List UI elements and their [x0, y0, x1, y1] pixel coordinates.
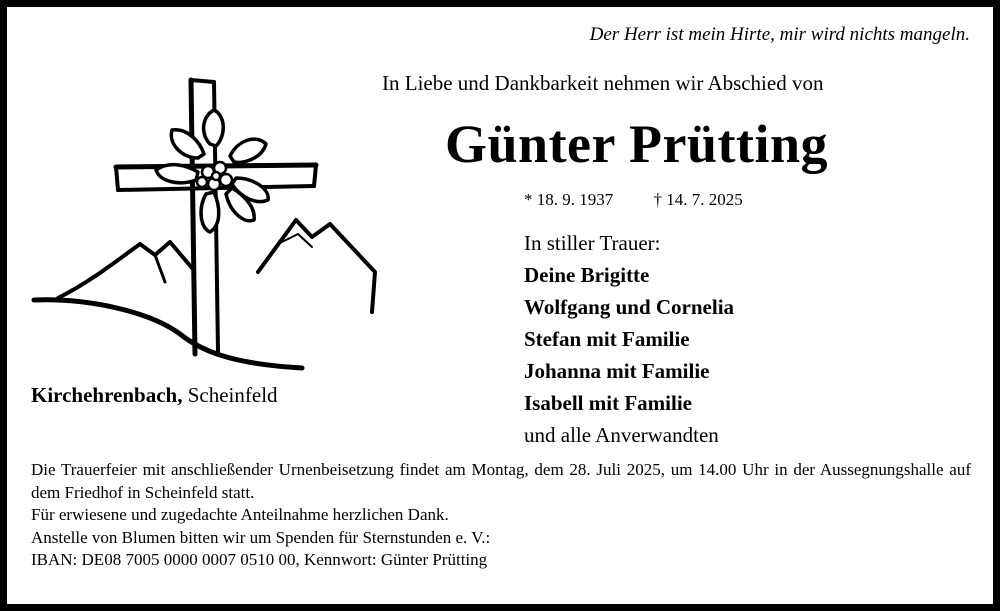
deceased-name: Günter Prütting	[445, 114, 828, 174]
mourner-name: Isabell mit Familie	[524, 391, 692, 415]
birth-date: * 18. 9. 1937	[524, 190, 614, 209]
intro-text: In Liebe und Dankbarkeit nehmen wir Abschied von	[382, 71, 824, 95]
motto: Der Herr ist mein Hirte, mir wird nichts mangeln.	[589, 24, 970, 45]
notice-line: IBAN: DE08 7005 0000 0007 0510 00, Kennwort: Günter Prütting	[31, 550, 488, 569]
place-primary: Kirchehrenbach,	[31, 383, 183, 407]
mourner-name: Wolfgang und Cornelia	[524, 295, 735, 319]
death-date: † 14. 7. 2025	[653, 190, 743, 209]
mourner-name: Stefan mit Familie	[524, 327, 690, 351]
place-secondary: Scheinfeld	[187, 383, 278, 407]
place-line	[31, 383, 278, 408]
mourner-name: Johanna mit Familie	[524, 359, 710, 383]
mourners-block	[524, 227, 734, 451]
notice-line: Für erwiesene und zugedachte Anteilnahme herzlichen Dank.	[31, 505, 449, 524]
mourner-name: Deine Brigitte	[524, 263, 650, 287]
mourners-closing: und alle Anverwandten	[524, 423, 719, 447]
funeral-notice	[31, 459, 971, 572]
cross-edelweiss-mountains-icon	[30, 72, 380, 377]
mourners-heading: In stiller Trauer:	[524, 231, 661, 255]
life-dates	[524, 190, 743, 210]
notice-line: Die Trauerfeier mit anschließender Urnenbeisetzung findet am Montag, dem 28. Juli 2025, um 14.00 Uhr in der Aussegnungshalle auf dem Friedhof in Scheinfeld statt.	[31, 460, 971, 502]
notice-line: Anstelle von Blumen bitten wir um Spenden für Sternstunden e. V.:	[31, 527, 491, 547]
